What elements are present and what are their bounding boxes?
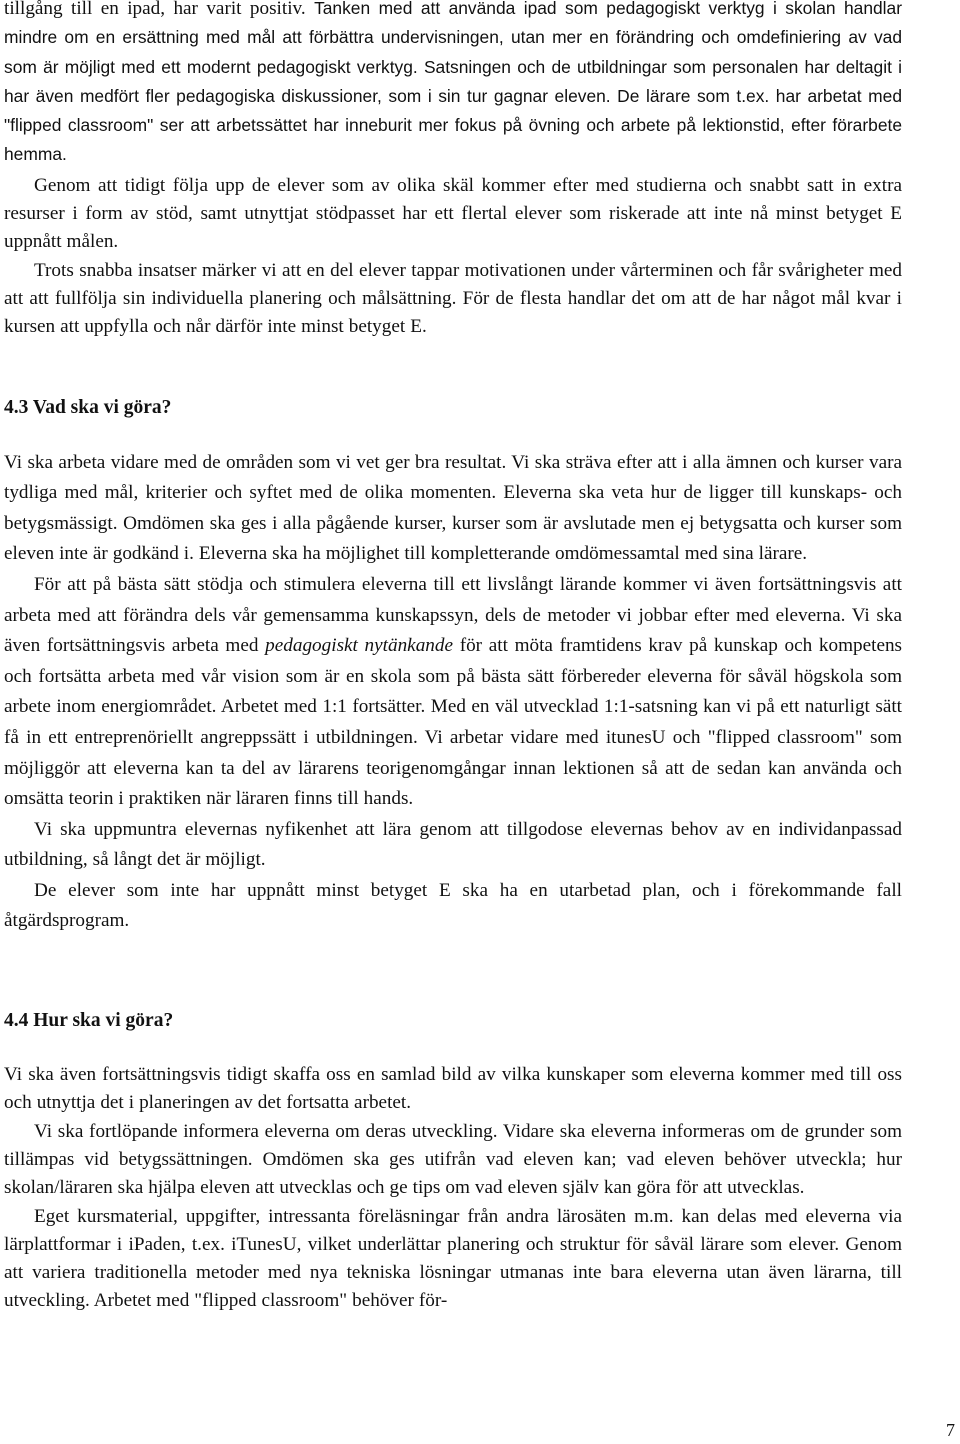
page-number: 7: [946, 1420, 955, 1440]
document-page: [4, 0, 902, 1316]
paragraph-early-followup: Genom att tidigt följa upp de elever som av olika skäl kommer efter med studierna och snabbt satt in extra resurser i form av stöd, samt utnyttjat stödpasset har ett flertal elever som riskerade att inte nå minst betyget E uppnått målen.: [4, 174, 902, 253]
heading-vad-ska-vi-gora: 4.3 Vad ska vi göra?: [4, 396, 172, 418]
paragraph-curiosity: Vi ska uppmuntra elevernas nyfikenhet att lära genom att tillgodose elevernas behov av en individanpassad utbildning, så långt det är möjligt.: [4, 818, 902, 871]
paragraph-lifelong-learning-rest: för att möta framtidens krav på kunskap och kompetens och fortsätta arbeta med vår vision som är en skola som på bästa sätt förbereder eleverna för såväl högskola som arbete inom energiområdet. Arbetet med 1:1 fortsätter. Med en väl utvecklad 1:1-satsning kan vi på ett naturligt sätt få in ett entreprenöriellt angreppssätt i utbildningen. Vi arbetar vidare med itunesU och "flipped classroom" som möjliggör att eleverna kan ta del av lärarens teorigenomgångar innan lektionen så att de sedan kan använda och omsätta teorin i praktiken när läraren finns till hands.: [4, 635, 903, 810]
paragraph-ipad-evaluation: [4, 0, 902, 170]
paragraph-motivation: Trots snabba insatser märker vi att en del elever tappar motivationen under vårterminen och får svårigheter med att att fullfölja sin individuella planering och målsättning. För de flesta handlar det om att de har något mål kvar i kursen att uppfylla och når därför inte minst betyget E.: [4, 259, 902, 338]
paragraph-knowledge-overview: Vi ska även fortsättningsvis tidigt skaffa oss en samlad bild av vilka kunskaper som eleverna kommer med till oss och utnyttja det i planeringen av det fortsatta arbetet.: [4, 1064, 902, 1114]
heading-hur-ska-vi-gora: 4.4 Hur ska vi göra?: [4, 1010, 174, 1032]
paragraph-ipad-body: Tanken med att använda ipad som pedagogiskt verktyg i skolan handlar mindre om en ersättning med mål att förbättra undervisningen, utan mer en förändring och omdefiniering av vad som är möjligt med ett modernt pedagogiskt verktyg. Satsningen och de utbildningar som personalen har deltagit i har även medfört fler pedagogiska diskussioner, som i sin tur gagnar eleven. De lärare som t.ex. har arbetat med "flipped classroom" ser att arbetssättet har inneburit mer fokus på övning och arbete på lektionstid, efter förarbete hemma.: [4, 0, 902, 165]
paragraph-action-plan: De elever som inte har uppnått minst betyget E ska ha en utarbetad plan, och i förekommande fall åtgärdsprogram.: [4, 879, 902, 932]
paragraph-course-material: Eget kursmaterial, uppgifter, intressanta föreläsningar från andra lärosäten m.m. kan delas med eleverna via lärplattformar i iPaden, t.ex. iTunesU, vilket underlättar planering och struktur för såväl lärare som elever. Genom att variera traditionella metoder med nya tekniska lösningar utmanas inte bara eleverna utan även lärarna, till utveckling. Arbetet med "flipped classroom" behöver för-: [4, 1205, 902, 1312]
emphasis-pedagogical-innovation: pedagogiskt nytänkande: [265, 635, 453, 657]
paragraph-lifelong-learning-lead: För att på bästa sätt stödja och stimulera eleverna till ett livslångt lärande kommer vi även fortsättningsvis att arbeta med att förändra dels vår gemensamma kunskapssyn, dels de metoder vi jobbar efter med eleverna. Vi ska även fortsättningsvis arbeta med: [4, 573, 902, 657]
paragraph-ipad-opening: tillgång till en ipad, har varit positiv.: [4, 0, 306, 19]
paragraph-lifelong-learning: [4, 570, 902, 815]
paragraph-continue-work: Vi ska arbeta vidare med de områden som vi vet ger bra resultat. Vi ska sträva efter att i alla ämnen och kurser vara tydliga med mål, kriterier och syftet med de olika momenten. Eleverna ska veta hur de ligger till kunskaps- och betygsmässigt. Omdömen ska ges i alla pågående kurser, kurser som är avslutade men ej betygsatta och kurser som eleven inte är godkänd i. Eleverna ska ha möjlighet till kompletterande omdömessamtal med sina lärare.: [4, 451, 902, 565]
paragraph-inform-students: Vi ska fortlöpande informera eleverna om deras utveckling. Vidare ska eleverna informeras om de grunder som tillämpas vid betygssättningen. Omdömen ska ges utifrån vad eleven kan; vad eleven behöver utveckla; hur skolan/läraren ska hjälpa eleven att utvecklas och ge tips om vad eleven själv kan göra för att utvecklas.: [4, 1120, 902, 1199]
